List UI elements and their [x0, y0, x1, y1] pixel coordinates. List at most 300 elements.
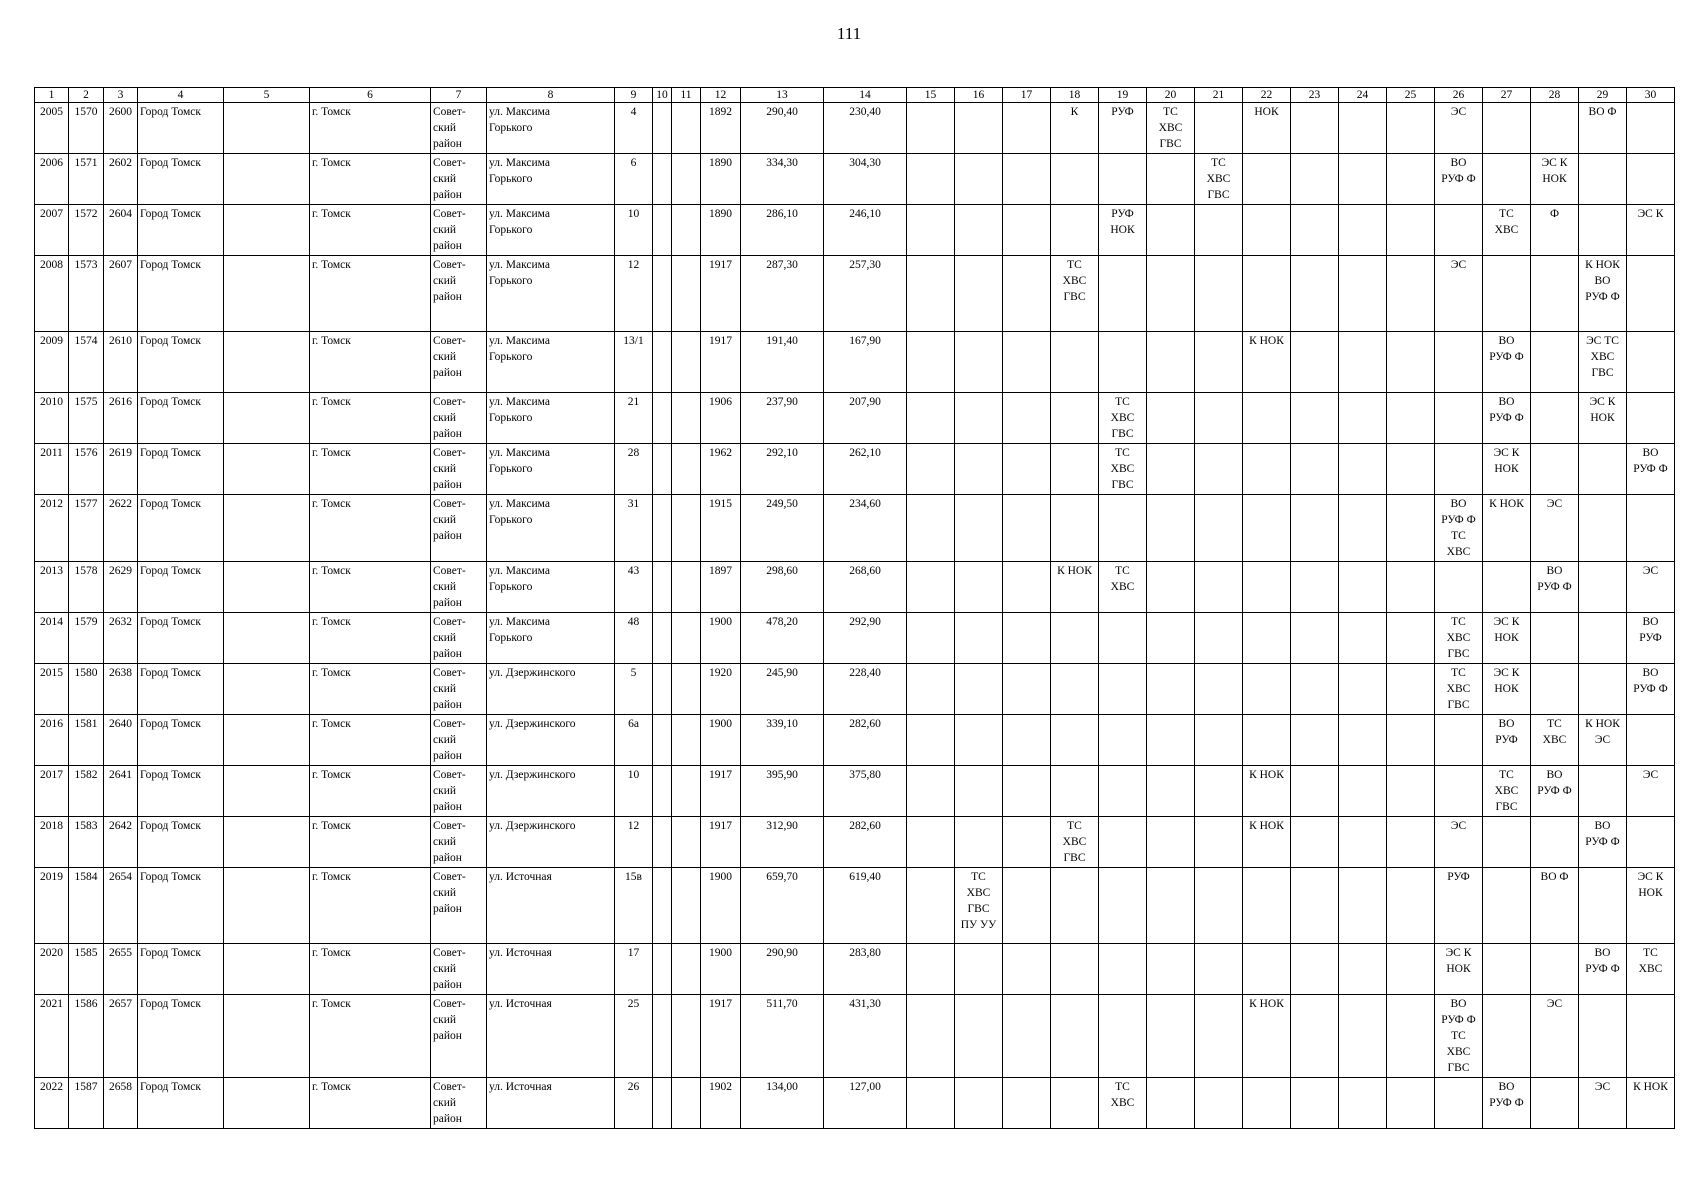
table-cell: Город Томск — [138, 444, 224, 495]
table-cell — [653, 944, 672, 995]
table-cell: ТС ХВС ГВС — [1051, 256, 1099, 332]
table-cell — [1579, 613, 1627, 664]
table-cell: К — [1051, 103, 1099, 154]
table-cell: 207,90 — [824, 393, 907, 444]
table-cell — [1387, 995, 1435, 1078]
table-cell — [653, 332, 672, 393]
table-cell: 334,30 — [741, 154, 824, 205]
table-cell — [1195, 332, 1243, 393]
table-cell: г. Томск — [310, 995, 431, 1078]
table-cell — [1243, 393, 1291, 444]
table-cell: К НОК — [1483, 495, 1531, 562]
table-cell — [1291, 766, 1339, 817]
table-cell — [1099, 995, 1147, 1078]
table-cell — [1051, 995, 1099, 1078]
table-cell — [224, 154, 310, 205]
table-cell — [1291, 664, 1339, 715]
table-cell — [1435, 332, 1483, 393]
table-cell: ул. Дзержинского — [487, 766, 615, 817]
table-cell — [653, 103, 672, 154]
table-cell — [1003, 613, 1051, 664]
table-cell — [1291, 1078, 1339, 1129]
table-cell — [224, 715, 310, 766]
table-cell — [1003, 495, 1051, 562]
table-cell — [653, 256, 672, 332]
table-cell — [672, 766, 701, 817]
table-cell — [1003, 868, 1051, 944]
table-cell — [1579, 868, 1627, 944]
table-cell: ТС ХВС — [1099, 562, 1147, 613]
table-cell — [1339, 205, 1387, 256]
table-cell — [1243, 205, 1291, 256]
table-cell: 2619 — [104, 444, 138, 495]
table-cell: 312,90 — [741, 817, 824, 868]
column-number: 25 — [1387, 88, 1435, 103]
table-cell — [1483, 256, 1531, 332]
table-cell — [955, 332, 1003, 393]
table-cell: 2012 — [35, 495, 69, 562]
table-cell — [1291, 817, 1339, 868]
table-cell — [1291, 332, 1339, 393]
column-number: 23 — [1291, 88, 1339, 103]
table-cell: ул. Источная — [487, 1078, 615, 1129]
table-cell: 234,60 — [824, 495, 907, 562]
table-cell: 511,70 — [741, 995, 824, 1078]
table-cell — [1627, 154, 1675, 205]
table-cell: 2020 — [35, 944, 69, 995]
table-cell: 1890 — [701, 205, 741, 256]
table-cell: 1900 — [701, 944, 741, 995]
table-cell — [907, 1078, 955, 1129]
table-cell: ул. Максима Горького — [487, 256, 615, 332]
table-cell: Совет- ский район — [431, 817, 487, 868]
table-cell — [1291, 103, 1339, 154]
table-cell: 268,60 — [824, 562, 907, 613]
table-cell — [1195, 995, 1243, 1078]
column-number: 13 — [741, 88, 824, 103]
table-row — [35, 715, 1675, 766]
table-cell — [1339, 817, 1387, 868]
table-cell — [1147, 1078, 1195, 1129]
table-cell — [1627, 715, 1675, 766]
table-row — [35, 103, 1675, 154]
table-cell — [1051, 868, 1099, 944]
table-cell: ТС ХВС ГВС ПУ УУ — [955, 868, 1003, 944]
table-cell — [955, 944, 1003, 995]
table-cell — [1147, 715, 1195, 766]
table-cell — [1099, 256, 1147, 332]
table-cell — [1291, 495, 1339, 562]
table-cell: Совет- ский район — [431, 495, 487, 562]
table-row — [35, 613, 1675, 664]
table-cell: 13/1 — [615, 332, 653, 393]
column-number: 9 — [615, 88, 653, 103]
table-cell: 286,10 — [741, 205, 824, 256]
table-cell: ТС ХВС ГВС — [1483, 766, 1531, 817]
table-cell — [1387, 444, 1435, 495]
table-cell — [1531, 817, 1579, 868]
table-cell — [1243, 715, 1291, 766]
table-cell: ул. Максима Горького — [487, 444, 615, 495]
table-cell — [955, 613, 1003, 664]
table-cell — [1483, 154, 1531, 205]
table-cell: 282,60 — [824, 715, 907, 766]
table-cell — [672, 664, 701, 715]
table-cell — [1003, 944, 1051, 995]
table-cell: Город Томск — [138, 613, 224, 664]
table-cell: РУФ — [1099, 103, 1147, 154]
table-cell — [955, 205, 1003, 256]
table-cell — [1291, 944, 1339, 995]
table-cell — [1003, 995, 1051, 1078]
table-cell: Город Томск — [138, 393, 224, 444]
table-cell: ул. Максима Горького — [487, 154, 615, 205]
table-row — [35, 868, 1675, 944]
table-cell: 1575 — [69, 393, 104, 444]
table-cell — [1147, 995, 1195, 1078]
table-cell — [1243, 613, 1291, 664]
table-cell: 292,10 — [741, 444, 824, 495]
table-cell: 290,40 — [741, 103, 824, 154]
table-cell — [653, 495, 672, 562]
table-cell: ул. Источная — [487, 995, 615, 1078]
table-cell: 1584 — [69, 868, 104, 944]
column-number: 18 — [1051, 88, 1099, 103]
table-cell — [672, 205, 701, 256]
table-row — [35, 332, 1675, 393]
table-cell — [1051, 715, 1099, 766]
table-cell: 1571 — [69, 154, 104, 205]
column-number: 2 — [69, 88, 104, 103]
table-cell — [653, 868, 672, 944]
table-cell: ЭС — [1435, 103, 1483, 154]
table-cell — [1099, 817, 1147, 868]
table-cell: ВО Ф — [1531, 868, 1579, 944]
table-cell — [1003, 1078, 1051, 1129]
table-cell — [1243, 1078, 1291, 1129]
table-cell — [1195, 664, 1243, 715]
table-cell — [1291, 562, 1339, 613]
table-row — [35, 817, 1675, 868]
table-cell: РУФ — [1435, 868, 1483, 944]
table-cell: 12 — [615, 817, 653, 868]
table-cell: 283,80 — [824, 944, 907, 995]
table-cell: 1587 — [69, 1078, 104, 1129]
column-number: 20 — [1147, 88, 1195, 103]
table-cell — [1195, 766, 1243, 817]
table-cell — [672, 715, 701, 766]
table-cell — [1387, 613, 1435, 664]
table-cell: 1573 — [69, 256, 104, 332]
table-cell — [1339, 613, 1387, 664]
table-cell — [1579, 995, 1627, 1078]
table-cell — [907, 664, 955, 715]
table-cell — [653, 154, 672, 205]
table-cell — [1147, 766, 1195, 817]
table-cell: ЭС К — [1627, 205, 1675, 256]
table-cell: г. Томск — [310, 393, 431, 444]
table-cell — [224, 944, 310, 995]
table-cell — [1387, 332, 1435, 393]
table-cell: 12 — [615, 256, 653, 332]
table-cell: 43 — [615, 562, 653, 613]
table-cell — [224, 817, 310, 868]
table-cell — [672, 332, 701, 393]
column-number: 3 — [104, 88, 138, 103]
table-cell: 2607 — [104, 256, 138, 332]
page-number: 111 — [836, 24, 862, 43]
table-cell — [955, 256, 1003, 332]
table-cell: Совет- ский район — [431, 256, 487, 332]
table-cell: ВО РУФ Ф — [1483, 332, 1531, 393]
table-cell — [1339, 562, 1387, 613]
table-cell — [1003, 393, 1051, 444]
table-cell: 431,30 — [824, 995, 907, 1078]
table-cell: Ф — [1531, 205, 1579, 256]
column-number: 5 — [224, 88, 310, 103]
table-cell — [1099, 332, 1147, 393]
table-cell: 1902 — [701, 1078, 741, 1129]
table-cell: Город Томск — [138, 205, 224, 256]
table-cell — [1195, 868, 1243, 944]
table-cell: ул. Максима Горького — [487, 562, 615, 613]
table-cell: Совет- ский район — [431, 715, 487, 766]
table-cell: Совет- ский район — [431, 562, 487, 613]
table-cell — [1339, 495, 1387, 562]
table-cell: ЭС К НОК — [1435, 944, 1483, 995]
table-cell — [653, 766, 672, 817]
table-cell: ул. Дзержинского — [487, 664, 615, 715]
table-cell: 298,60 — [741, 562, 824, 613]
table-cell — [1339, 103, 1387, 154]
table-row — [35, 766, 1675, 817]
table-cell — [907, 817, 955, 868]
table-cell: ВО РУФ Ф — [1483, 393, 1531, 444]
table-cell — [1243, 256, 1291, 332]
table-cell: 2616 — [104, 393, 138, 444]
table-cell — [1099, 766, 1147, 817]
table-cell: 1906 — [701, 393, 741, 444]
table-cell — [955, 393, 1003, 444]
table-cell: 2658 — [104, 1078, 138, 1129]
table-cell: 230,40 — [824, 103, 907, 154]
table-cell — [907, 944, 955, 995]
table-cell — [1387, 393, 1435, 444]
column-number: 6 — [310, 88, 431, 103]
table-cell: Совет- ский район — [431, 393, 487, 444]
table-cell — [672, 256, 701, 332]
table-cell — [672, 868, 701, 944]
table-cell — [1339, 393, 1387, 444]
table-cell — [653, 715, 672, 766]
table-cell: 1574 — [69, 332, 104, 393]
table-cell: г. Томск — [310, 1078, 431, 1129]
table-cell — [1243, 444, 1291, 495]
table-cell — [1531, 664, 1579, 715]
table-cell — [1195, 103, 1243, 154]
table-cell — [1051, 944, 1099, 995]
table-cell: ЭС — [1531, 495, 1579, 562]
table-cell — [1339, 995, 1387, 1078]
table-cell: ул. Максима Горького — [487, 205, 615, 256]
table-cell — [653, 205, 672, 256]
table-cell — [907, 332, 955, 393]
table-cell — [955, 995, 1003, 1078]
table-cell: ВО Ф — [1579, 103, 1627, 154]
table-cell — [1003, 766, 1051, 817]
table-cell: 1962 — [701, 444, 741, 495]
table-cell: 17 — [615, 944, 653, 995]
table-cell — [1195, 444, 1243, 495]
table-cell: 2017 — [35, 766, 69, 817]
table-cell — [1339, 766, 1387, 817]
table-cell: 2638 — [104, 664, 138, 715]
table-cell: Совет- ский район — [431, 205, 487, 256]
table-cell: НОК — [1243, 103, 1291, 154]
table-cell: 304,30 — [824, 154, 907, 205]
table-cell: 25 — [615, 995, 653, 1078]
table-cell: РУФ НОК — [1099, 205, 1147, 256]
table-cell — [224, 766, 310, 817]
table-cell: Город Томск — [138, 944, 224, 995]
table-cell — [1387, 944, 1435, 995]
table-cell — [907, 444, 955, 495]
table-cell: ВО РУФ — [1627, 613, 1675, 664]
table-cell: ЭС К НОК — [1483, 613, 1531, 664]
table-cell — [1099, 664, 1147, 715]
table-cell — [1195, 715, 1243, 766]
table-cell — [1339, 944, 1387, 995]
table-cell: 1577 — [69, 495, 104, 562]
table-cell — [955, 664, 1003, 715]
table-cell — [907, 562, 955, 613]
table-cell: 2016 — [35, 715, 69, 766]
table-cell — [1387, 766, 1435, 817]
table-cell — [224, 613, 310, 664]
table-row — [35, 393, 1675, 444]
table-cell — [653, 562, 672, 613]
table-cell: Совет- ский район — [431, 766, 487, 817]
table-cell: ТС ХВС ГВС — [1147, 103, 1195, 154]
table-cell — [1435, 1078, 1483, 1129]
table-cell — [1195, 256, 1243, 332]
table-cell — [672, 944, 701, 995]
table-cell — [1387, 1078, 1435, 1129]
table-cell — [653, 444, 672, 495]
table-cell — [1339, 715, 1387, 766]
table-cell — [672, 613, 701, 664]
table-cell: К НОК — [1243, 995, 1291, 1078]
table-cell: Город Томск — [138, 154, 224, 205]
table-cell: Город Томск — [138, 562, 224, 613]
table-cell — [1147, 154, 1195, 205]
table-cell — [672, 562, 701, 613]
table-row — [35, 1078, 1675, 1129]
table-cell — [1147, 868, 1195, 944]
table-cell: 1900 — [701, 613, 741, 664]
table-cell: 1892 — [701, 103, 741, 154]
table-cell: ЭС К НОК — [1579, 393, 1627, 444]
table-cell: Совет- ский район — [431, 995, 487, 1078]
table-cell: ВО РУФ Ф — [1579, 944, 1627, 995]
table-cell — [1483, 868, 1531, 944]
table-cell: 6 — [615, 154, 653, 205]
table-cell — [955, 495, 1003, 562]
table-cell: 478,20 — [741, 613, 824, 664]
table-cell — [907, 205, 955, 256]
table-cell — [1051, 393, 1099, 444]
table-cell: ул. Максима Горького — [487, 103, 615, 154]
table-cell: г. Томск — [310, 944, 431, 995]
table-cell — [1531, 393, 1579, 444]
table-cell — [1291, 154, 1339, 205]
table-cell: Город Томск — [138, 103, 224, 154]
table-cell: К НОК — [1243, 817, 1291, 868]
table-cell — [1531, 256, 1579, 332]
table-cell — [1483, 944, 1531, 995]
table-cell: 1572 — [69, 205, 104, 256]
table-cell — [1531, 613, 1579, 664]
table-cell — [1579, 766, 1627, 817]
table-cell: 2602 — [104, 154, 138, 205]
table-cell — [955, 103, 1003, 154]
column-number: 4 — [138, 88, 224, 103]
table-cell: 245,90 — [741, 664, 824, 715]
column-number: 12 — [701, 88, 741, 103]
table-cell: ВО РУФ Ф ТС ХВС — [1435, 495, 1483, 562]
table-cell: 237,90 — [741, 393, 824, 444]
table-cell: 2014 — [35, 613, 69, 664]
table-cell — [1627, 256, 1675, 332]
table-cell — [955, 154, 1003, 205]
table-cell: 2021 — [35, 995, 69, 1078]
table-row — [35, 205, 1675, 256]
table-cell — [1483, 817, 1531, 868]
table-cell: Город Томск — [138, 766, 224, 817]
table-cell: ул. Дзержинского — [487, 817, 615, 868]
table-cell — [653, 613, 672, 664]
table-cell — [1387, 205, 1435, 256]
table-cell: ЭС К НОК — [1531, 154, 1579, 205]
table-cell — [653, 817, 672, 868]
column-number: 8 — [487, 88, 615, 103]
table-cell — [955, 766, 1003, 817]
table-cell: 1579 — [69, 613, 104, 664]
table-cell — [1435, 562, 1483, 613]
table-cell: 339,10 — [741, 715, 824, 766]
table-cell — [1531, 103, 1579, 154]
table-cell — [1339, 256, 1387, 332]
table-cell: ул. Источная — [487, 944, 615, 995]
table-cell: 1578 — [69, 562, 104, 613]
column-number: 16 — [955, 88, 1003, 103]
table-cell — [224, 495, 310, 562]
column-number: 10 — [653, 88, 672, 103]
table-cell: 134,00 — [741, 1078, 824, 1129]
table-cell — [1195, 562, 1243, 613]
table-cell — [224, 1078, 310, 1129]
table-cell — [1195, 205, 1243, 256]
table-cell: 10 — [615, 766, 653, 817]
table-cell: К НОК — [1243, 766, 1291, 817]
table-cell: Город Томск — [138, 868, 224, 944]
table-cell — [1099, 495, 1147, 562]
table-row — [35, 562, 1675, 613]
table-cell — [224, 393, 310, 444]
table-cell: г. Томск — [310, 664, 431, 715]
table-cell — [1099, 154, 1147, 205]
table-cell — [1099, 868, 1147, 944]
